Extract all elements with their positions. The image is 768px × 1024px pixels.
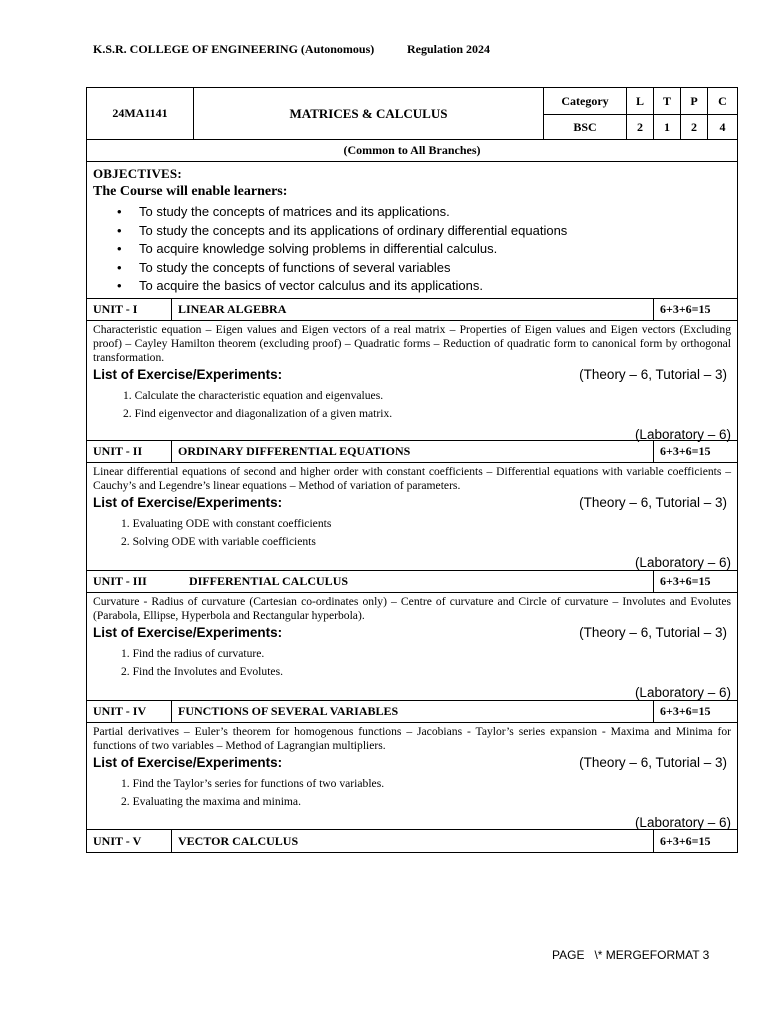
- unit-title: FUNCTIONS OF SEVERAL VARIABLES: [171, 701, 653, 722]
- objectives-heading: OBJECTIVES:: [93, 166, 182, 181]
- unit-header-row: [87, 299, 737, 321]
- lab-hours: (Laboratory – 6): [634, 815, 731, 830]
- lab-hours: (Laboratory – 6): [634, 685, 731, 700]
- exercise-heading: List of Exercise/Experiments:: [93, 755, 283, 770]
- objective-item: • To acquire knowledge solving problems in differential calculus.: [115, 240, 731, 259]
- exercise-list: [93, 645, 731, 681]
- exercise-item: 2. Solving ODE with variable coefficients: [121, 535, 316, 548]
- unit-title: LINEAR ALGEBRA: [171, 299, 653, 320]
- theory-hours: (Theory – 6, Tutorial – 3): [579, 755, 727, 770]
- common-note: (Common to All Branches): [87, 140, 737, 162]
- unit-description: Curvature - Radius of curvature (Cartesian co-ordinates only) – Centre of curvature and Circle of curvature – Involutes and Evolutes (Parabola, Ellipse, Hyperbola and Rectangular hyperbola).: [93, 595, 731, 622]
- theory-hours: (Theory – 6, Tutorial – 3): [579, 367, 727, 382]
- unit-header-row: [87, 571, 737, 593]
- ltpc-value-t: 1: [653, 114, 680, 140]
- exercise-heading: List of Exercise/Experiments:: [93, 495, 283, 510]
- ltpc-value-l: 2: [626, 114, 653, 140]
- lab-hours: (Laboratory – 6): [634, 555, 731, 570]
- syllabus-table: [86, 87, 738, 853]
- exercise-heading: List of Exercise/Experiments:: [93, 367, 283, 382]
- unit-body: [87, 593, 737, 701]
- ltpc-value-p: 2: [680, 114, 707, 140]
- ltpc-label-p: P: [680, 88, 707, 114]
- unit-hours: 6+3+6=15: [653, 701, 737, 722]
- theory-hours: (Theory – 6, Tutorial – 3): [579, 625, 727, 640]
- unit-title: DIFFERENTIAL CALCULUS: [189, 574, 349, 588]
- course-header-row: [87, 88, 737, 140]
- unit-number: UNIT - III: [93, 574, 147, 588]
- unit-number: UNIT - II: [93, 444, 143, 458]
- exercise-item: 1. Calculate the characteristic equation and eigenvalues.: [123, 389, 384, 402]
- unit-body: [87, 321, 737, 441]
- ltpc-label-l: L: [626, 88, 653, 114]
- exercise-item: 2. Find the Involutes and Evolutes.: [121, 665, 283, 678]
- exercise-item: 1. Evaluating ODE with constant coefficients: [121, 517, 332, 530]
- objective-item: • To study the concepts of matrices and its applications.: [115, 203, 731, 222]
- objective-item: • To acquire the basics of vector calculus and its applications.: [115, 277, 731, 296]
- category-label: Category: [561, 93, 609, 108]
- ltpc-label-c: C: [707, 88, 737, 114]
- unit-hours: 6+3+6=15: [653, 571, 737, 592]
- category-value: BSC: [573, 119, 597, 134]
- unit-number: UNIT - I: [93, 302, 138, 316]
- exercise-list: [93, 515, 731, 551]
- objective-item: • To study the concepts and its applications of ordinary differential equations: [115, 222, 731, 241]
- unit-header-row: [87, 441, 737, 463]
- bullet-icon: •: [117, 259, 122, 275]
- unit-number: UNIT - IV: [93, 704, 147, 718]
- unit-header-row: [87, 830, 737, 852]
- exercise-item: 1. Find the Taylor’s series for functions of two variables.: [121, 777, 385, 790]
- ltpc-value-c: 4: [707, 114, 737, 140]
- bullet-icon: •: [117, 241, 122, 257]
- unit-title: VECTOR CALCULUS: [171, 830, 653, 852]
- course-title: MATRICES & CALCULUS: [193, 88, 543, 139]
- bullet-icon: •: [117, 204, 122, 219]
- exercise-item: 2. Find eigenvector and diagonalization of a given matrix.: [123, 407, 393, 420]
- lab-hours: (Laboratory – 6): [634, 427, 731, 442]
- exercise-heading: List of Exercise/Experiments:: [93, 625, 283, 640]
- regulation-label: Regulation 2024: [407, 42, 491, 56]
- page-footer: PAGE \* MERGEFORMAT 3: [552, 948, 710, 962]
- unit-title: ORDINARY DIFFERENTIAL EQUATIONS: [171, 441, 653, 462]
- unit-hours: 6+3+6=15: [653, 830, 737, 852]
- objectives-list: [93, 203, 731, 296]
- exercise-item: 1. Find the radius of curvature.: [121, 647, 265, 660]
- unit-description: Linear differential equations of second and higher order with constant coefficients – Differential equations with variable coefficients – Cauchy’s and Legendre’s linear equations – Method of variation of parameters.: [93, 465, 731, 492]
- college-name: K.S.R. COLLEGE OF ENGINEERING (Autonomous): [93, 42, 375, 56]
- ltpc-label-t: T: [653, 88, 680, 114]
- exercise-list: [93, 387, 731, 423]
- exercise-item: 2. Evaluating the maxima and minima.: [121, 795, 301, 808]
- bullet-icon: •: [117, 278, 122, 294]
- unit-number: UNIT - V: [93, 833, 142, 848]
- theory-hours: (Theory – 6, Tutorial – 3): [579, 495, 727, 510]
- objective-item: • To study the concepts of functions of several variables: [115, 259, 731, 278]
- unit-body: [87, 463, 737, 571]
- unit-description: Characteristic equation – Eigen values and Eigen vectors of a real matrix – Properties of Eigen values and Eigen vectors (Excluding proof) – Cayley Hamilton theorem (excluding proof) – Quadratic forms – Reduction of quadratic form to canonical form by orthogonal transformation.: [93, 323, 731, 364]
- unit-hours: 6+3+6=15: [653, 441, 737, 462]
- unit-body: [87, 723, 737, 830]
- unit-hours: 6+3+6=15: [653, 299, 737, 320]
- course-code: 24MA1141: [112, 106, 168, 120]
- unit-header-row: [87, 701, 737, 723]
- bullet-icon: •: [117, 222, 122, 238]
- unit-description: Partial derivatives – Euler’s theorem for homogenous functions – Jacobians - Taylor’s series expansion - Maxima and Minima for functions of two variables – Method of Lagrangian multipliers.: [93, 725, 731, 752]
- objectives-section: [87, 162, 737, 299]
- category-grid: [543, 88, 737, 139]
- exercise-list: [93, 775, 731, 811]
- objectives-intro: The Course will enable learners:: [93, 184, 288, 199]
